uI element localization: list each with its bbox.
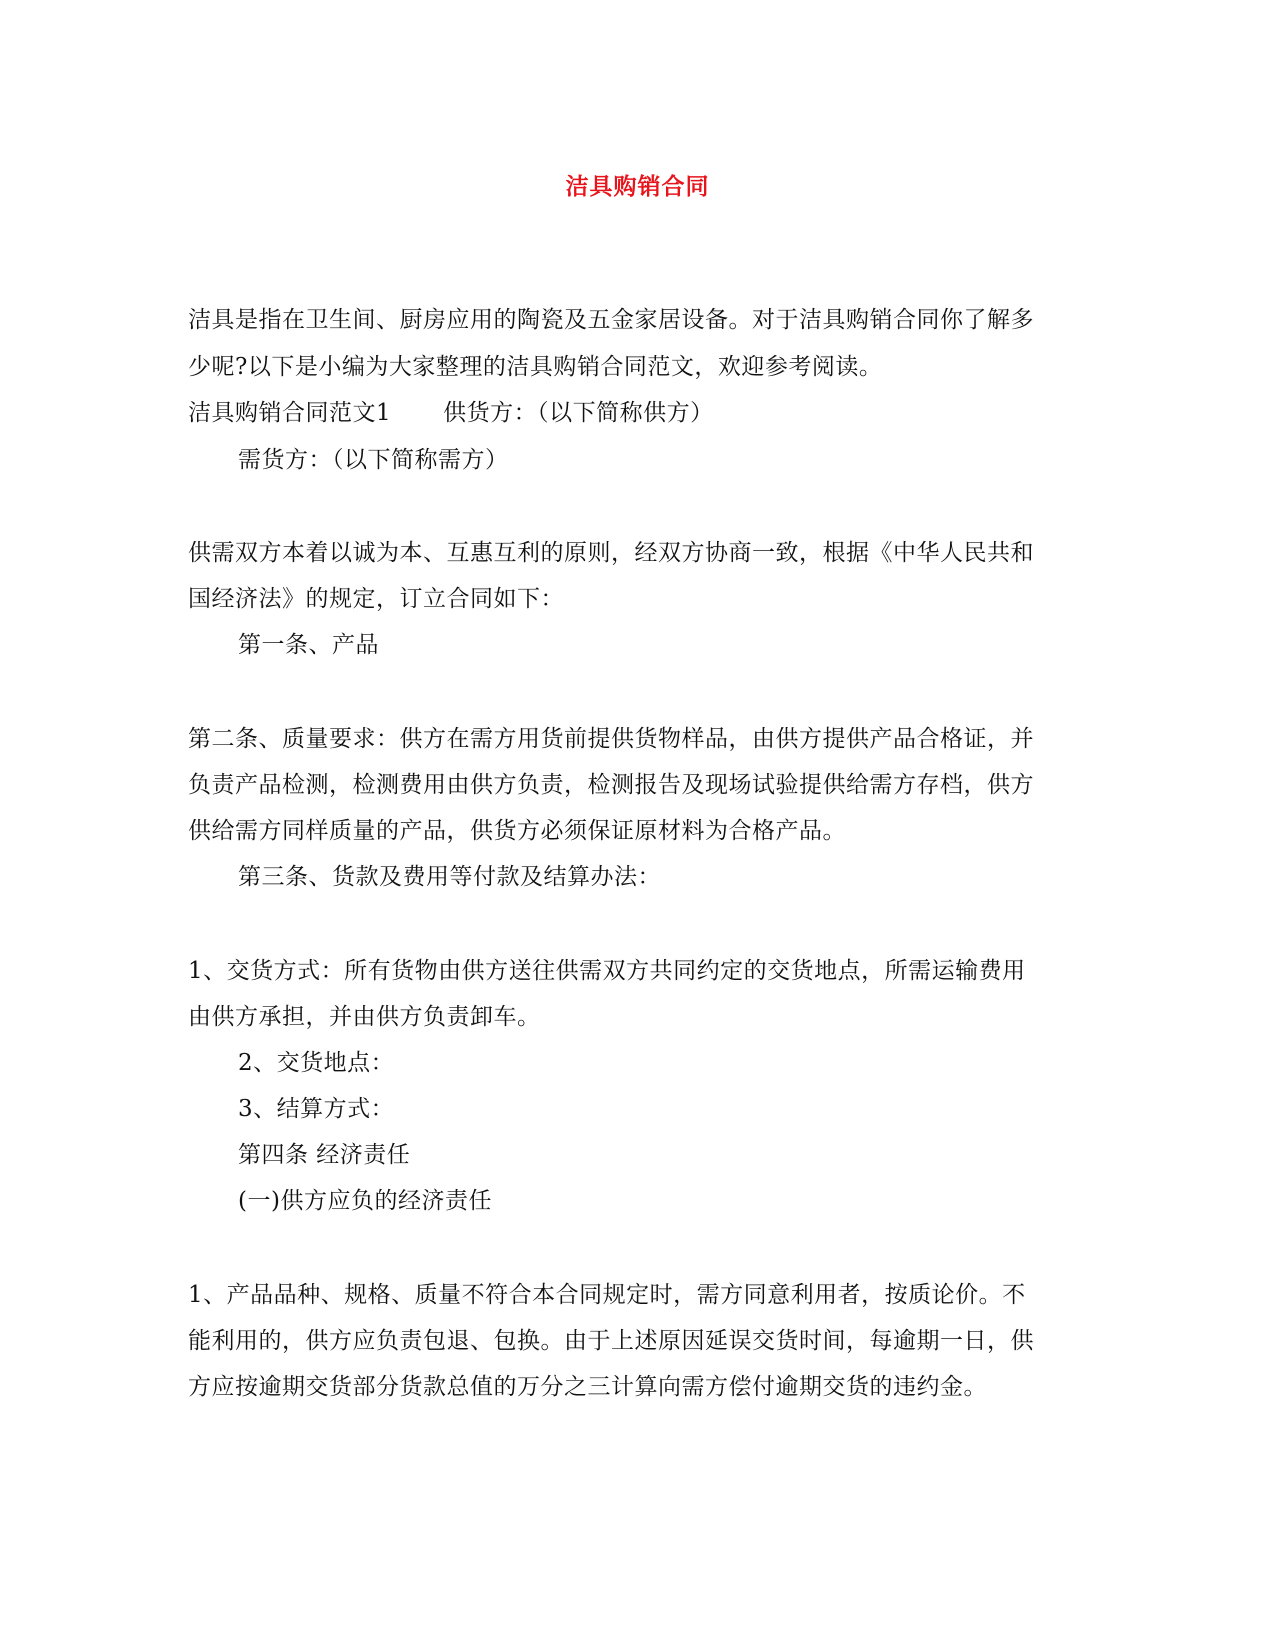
paragraph-line: 供需双方本着以诚为本、互惠互利的原则，经双方协商一致，根据《中华人民共和 <box>188 540 1034 566</box>
paragraph-line: 第二条、质量要求：供方在需方用货前提供货物样品，由供方提供产品合格证，并 <box>188 726 1034 752</box>
article-heading: 第四条 经济责任 <box>238 1142 411 1168</box>
paragraph-line: 由供方承担，并由供方负责卸车。 <box>188 1004 541 1030</box>
paragraph-line <box>188 398 714 428</box>
supplier-line: 供货方：（以下简称供方） <box>443 400 714 426</box>
paragraph-line: 少呢?以下是小编为大家整理的洁具购销合同范文，欢迎参考阅读。 <box>188 354 883 380</box>
list-item: 3、结算方式： <box>238 1096 395 1122</box>
list-item: 2、交货地点： <box>238 1050 395 1076</box>
document-title: 洁具购销合同 <box>565 173 710 200</box>
sub-heading: (一)供方应负的经济责任 <box>238 1188 492 1214</box>
sample-heading: 洁具购销合同范文1 <box>188 400 392 426</box>
paragraph-line: 1、产品品种、规格、质量不符合本合同规定时，需方同意利用者，按质论价。不 <box>188 1282 1026 1308</box>
buyer-line: 需货方：（以下简称需方） <box>238 447 509 473</box>
paragraph-line: 能利用的，供方应负责包退、包换。由于上述原因延误交货时间，每逾期一日，供 <box>188 1328 1034 1354</box>
article-heading: 第一条、产品 <box>238 632 379 658</box>
paragraph-line: 负责产品检测，检测费用由供方负责，检测报告及现场试验提供给需方存档，供方 <box>188 772 1034 798</box>
paragraph-line: 国经济法》的规定，订立合同如下： <box>188 586 564 612</box>
article-heading: 第三条、货款及费用等付款及结算办法： <box>238 864 661 890</box>
paragraph-line: 洁具是指在卫生间、厨房应用的陶瓷及五金家居设备。对于洁具购销合同你了解多 <box>188 307 1034 333</box>
paragraph-line: 供给需方同样质量的产品，供货方必须保证原材料为合格产品。 <box>188 818 846 844</box>
paragraph-line: 1、交货方式：所有货物由供方送往供需双方共同约定的交货地点，所需运输费用 <box>188 958 1026 984</box>
paragraph-line: 方应按逾期交货部分货款总值的万分之三计算向需方偿付逾期交货的违约金。 <box>188 1374 987 1400</box>
